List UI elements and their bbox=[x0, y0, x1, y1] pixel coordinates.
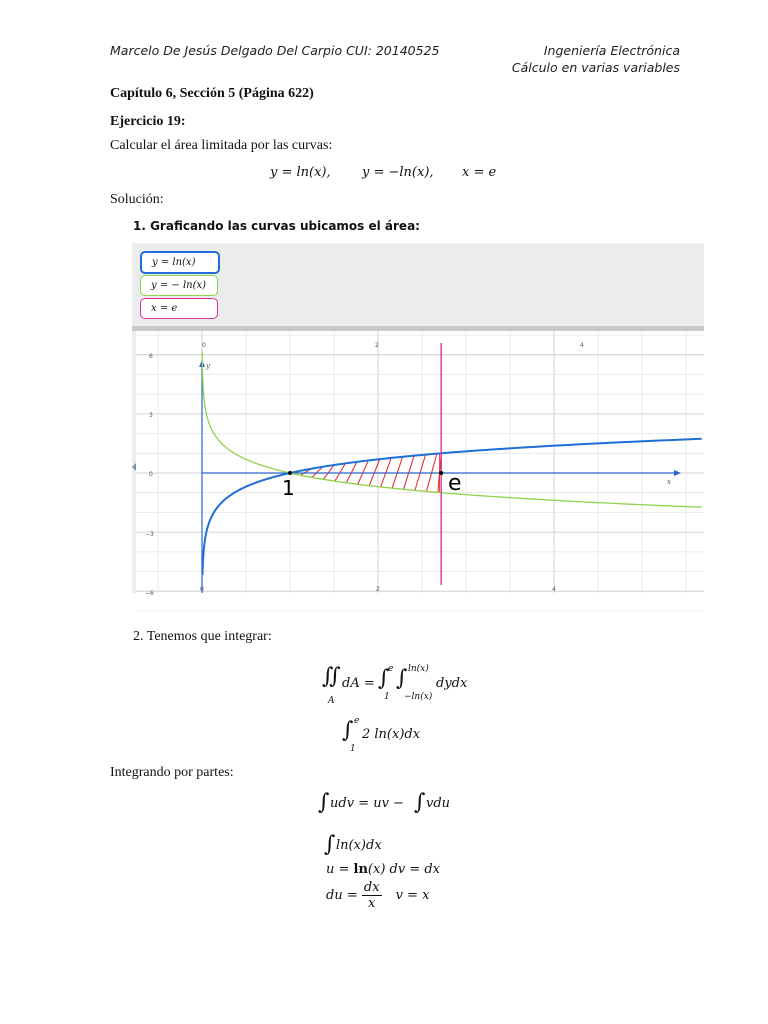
equation-double-integral bbox=[322, 664, 482, 710]
curve-equation-3: x = e bbox=[462, 165, 497, 180]
by-parts-label: Integrando por partes: bbox=[110, 765, 234, 780]
equation-int-ln bbox=[324, 832, 414, 862]
integral-sign-inner: ∫ bbox=[396, 666, 408, 691]
eq1-upper-limit: e bbox=[388, 664, 394, 674]
y-tick-3: 3 bbox=[149, 412, 153, 419]
eq2-upper-limit: e bbox=[354, 716, 360, 726]
x-tick-top-0: 0 bbox=[202, 342, 206, 349]
y-tick-0: 0 bbox=[149, 471, 153, 478]
u-part-c: (x) dv = dx bbox=[367, 862, 441, 877]
x-tick-top-2: 2 bbox=[375, 342, 379, 349]
eq1-inner-lower: −ln(x) bbox=[404, 692, 433, 702]
header-program: Ingeniería Electrónica bbox=[543, 43, 680, 58]
parts-lhs: udv = uv − bbox=[330, 796, 404, 811]
eq1-rhs: dydx bbox=[436, 676, 468, 691]
du-denominator: x bbox=[368, 896, 376, 911]
x-axis-label: x bbox=[667, 478, 671, 486]
integral-sign-left: ∫ bbox=[318, 790, 330, 815]
solution-label: Solución: bbox=[110, 192, 164, 207]
du-fraction bbox=[362, 880, 382, 911]
header-author: Marcelo De Jesús Delgado Del Carpio CUI: 20140525 bbox=[110, 43, 440, 58]
step-1: 1. Graficando las curvas ubicamos el área: bbox=[133, 219, 420, 233]
x-tick-bottom-0: 0 bbox=[200, 586, 204, 593]
integral-sign-outer: ∫ bbox=[378, 666, 390, 691]
v-part: v = x bbox=[395, 888, 430, 903]
du-lhs: du = bbox=[326, 888, 358, 903]
x-tick-bottom-2: 2 bbox=[376, 586, 380, 593]
eq1-inner-upper: ln(x) bbox=[408, 664, 429, 674]
y-tick-neg6: −6 bbox=[145, 590, 154, 597]
y-tick-neg3: −3 bbox=[145, 531, 154, 538]
equation-du-v bbox=[326, 880, 430, 911]
legend-x-e[interactable]: x = e bbox=[140, 298, 218, 319]
equation-u-dv bbox=[326, 862, 440, 877]
eq2-lower-limit: 1 bbox=[350, 744, 356, 754]
integral-sign-right: ∫ bbox=[414, 790, 426, 815]
y-axis-label: y bbox=[206, 362, 210, 370]
curve-equation-1: y = ln(x), bbox=[270, 165, 331, 180]
curve-equation-2: y = −ln(x), bbox=[362, 165, 434, 180]
legend-ln[interactable]: y = ln(x) bbox=[140, 251, 220, 274]
integral-sign: ∫ bbox=[324, 832, 336, 857]
y-tick-6: 6 bbox=[149, 353, 153, 360]
integral-sign: ∫ bbox=[342, 718, 354, 743]
x-tick-bottom-4: 4 bbox=[552, 586, 556, 593]
eq2-body: 2 ln(x)dx bbox=[362, 727, 421, 742]
annotation-e: e bbox=[448, 471, 462, 496]
parts-rhs: vdu bbox=[426, 796, 451, 811]
u-part-ln: ln bbox=[353, 862, 368, 877]
chapter-title: Capítulo 6, Sección 5 (Página 622) bbox=[110, 86, 314, 101]
x-tick-top-4: 4 bbox=[580, 342, 584, 349]
eq1-lhs: dA = bbox=[342, 676, 375, 691]
step-2: 2. Tenemos que integrar: bbox=[133, 629, 272, 644]
header-course: Cálculo en varias variables bbox=[511, 60, 680, 75]
collapse-left-icon bbox=[132, 463, 136, 471]
point-e bbox=[439, 471, 443, 475]
int-ln-body: ln(x)dx bbox=[336, 838, 382, 853]
legend-neg-ln[interactable]: y = − ln(x) bbox=[140, 275, 218, 296]
graph-canvas bbox=[132, 331, 704, 597]
annotation-one: 1 bbox=[282, 476, 295, 500]
u-part-a: u = bbox=[326, 862, 354, 877]
equation-single-integral bbox=[342, 716, 452, 754]
eq1-lower-limit: 1 bbox=[384, 692, 390, 702]
plot-background bbox=[136, 331, 704, 593]
region-subscript: A bbox=[328, 696, 335, 706]
exercise-title: Ejercicio 19: bbox=[110, 114, 186, 129]
point-1 bbox=[288, 471, 292, 475]
equation-by-parts bbox=[318, 790, 468, 820]
double-integral-sign: ∬ bbox=[322, 664, 341, 689]
problem-statement: Calcular el área limitada por las curvas: bbox=[110, 138, 333, 153]
du-numerator: dx bbox=[363, 880, 380, 895]
